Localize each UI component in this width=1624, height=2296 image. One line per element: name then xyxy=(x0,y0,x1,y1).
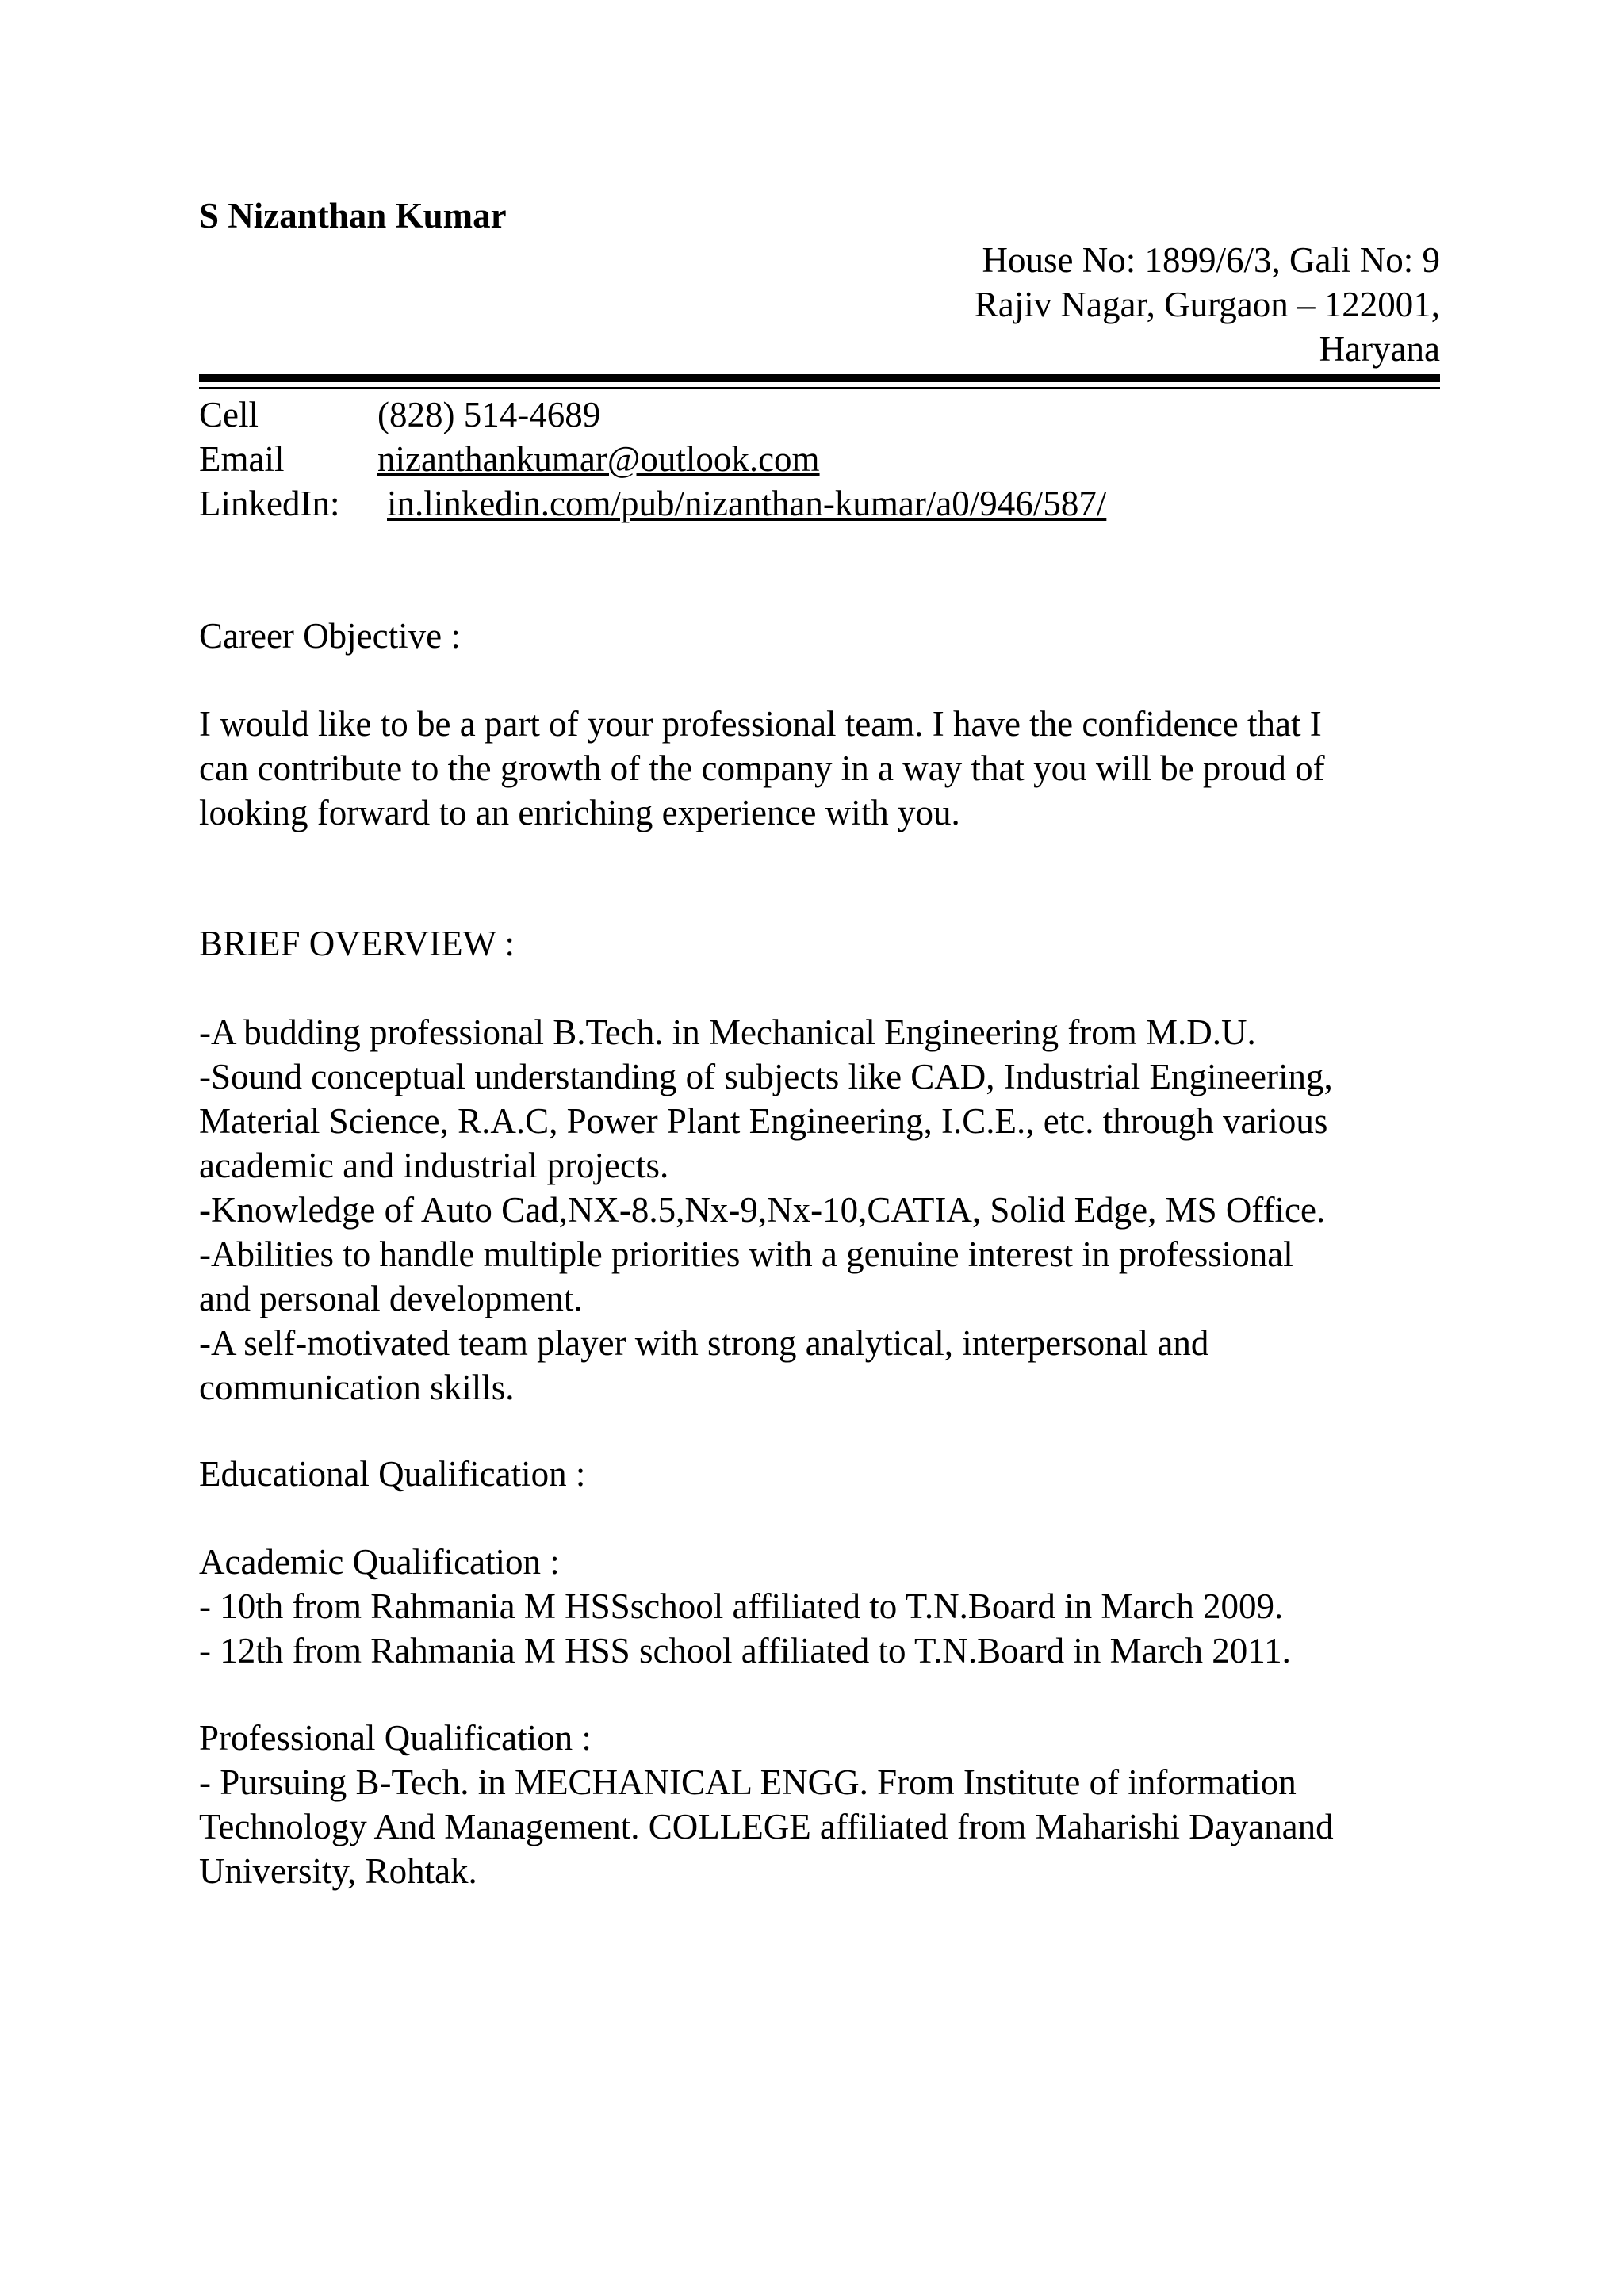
candidate-name: S Nizanthan Kumar xyxy=(199,196,507,235)
career-objective-text xyxy=(199,702,1468,835)
text-line: communication skills. xyxy=(199,1368,515,1407)
academic-qualification xyxy=(199,1540,1468,1673)
text-line: academic and industrial projects. xyxy=(199,1146,669,1185)
educational-qualification-heading xyxy=(199,1452,1468,1496)
text-line: University, Rohtak. xyxy=(199,1851,477,1891)
text-line: Technology And Management. COLLEGE affiliated from Maharishi Dayanand xyxy=(199,1807,1334,1846)
section-heading: Educational Qualification : xyxy=(199,1454,586,1494)
email-label: Email xyxy=(199,439,285,479)
address-line: Rajiv Nagar, Gurgaon – 122001, xyxy=(974,285,1440,324)
cell-value: (828) 514-4689 xyxy=(377,395,601,434)
text-line: looking forward to an enriching experience with you. xyxy=(199,793,960,832)
linkedin-link[interactable]: in.linkedin.com/pub/nizanthan-kumar/a0/946/587/ xyxy=(387,484,1107,523)
linkedin-label: LinkedIn: xyxy=(199,484,340,523)
text-line: -Abilities to handle multiple priorities with a genuine interest in professional xyxy=(199,1234,1293,1274)
text-line: can contribute to the growth of the company in a way that you will be proud of xyxy=(199,748,1325,788)
brief-overview-text xyxy=(199,1010,1468,1410)
email-link[interactable]: nizanthankumar@outlook.com xyxy=(377,439,820,479)
address-block xyxy=(806,238,1440,371)
subsection-heading: Professional Qualification : xyxy=(199,1718,592,1758)
text-line: - 10th from Rahmania M HSSschool affiliated to T.N.Board in March 2009. xyxy=(199,1586,1284,1626)
text-line: -A budding professional B.Tech. in Mechanical Engineering from M.D.U. xyxy=(199,1012,1256,1052)
text-line: -Sound conceptual understanding of subjects like CAD, Industrial Engineering, xyxy=(199,1057,1333,1096)
text-line: and personal development. xyxy=(199,1279,583,1318)
professional-qualification xyxy=(199,1716,1468,1893)
subsection-heading: Academic Qualification : xyxy=(199,1542,560,1582)
text-line: I would like to be a part of your professional team. I have the confidence that I xyxy=(199,704,1322,744)
text-line: Material Science, R.A.C, Power Plant Engineering, I.C.E., etc. through various xyxy=(199,1101,1328,1141)
cell-label: Cell xyxy=(199,395,259,434)
address-line: House No: 1899/6/3, Gali No: 9 xyxy=(982,240,1440,280)
header-divider-thin xyxy=(199,387,1440,389)
header-divider-thick xyxy=(199,374,1440,382)
section-heading: BRIEF OVERVIEW : xyxy=(199,924,515,963)
section-heading: Career Objective : xyxy=(199,616,461,656)
address-line: Haryana xyxy=(1319,329,1440,369)
career-objective-heading xyxy=(199,614,1468,658)
text-line: - 12th from Rahmania M HSS school affiliated to T.N.Board in March 2011. xyxy=(199,1631,1291,1670)
brief-overview-heading xyxy=(199,921,1468,966)
text-line: -Knowledge of Auto Cad,NX-8.5,Nx-9,Nx-10,CATIA, Solid Edge, MS Office. xyxy=(199,1190,1326,1230)
text-line: -A self-motivated team player with strong analytical, interpersonal and xyxy=(199,1323,1209,1363)
text-line: - Pursuing B-Tech. in MECHANICAL ENGG. From Institute of information xyxy=(199,1762,1297,1802)
